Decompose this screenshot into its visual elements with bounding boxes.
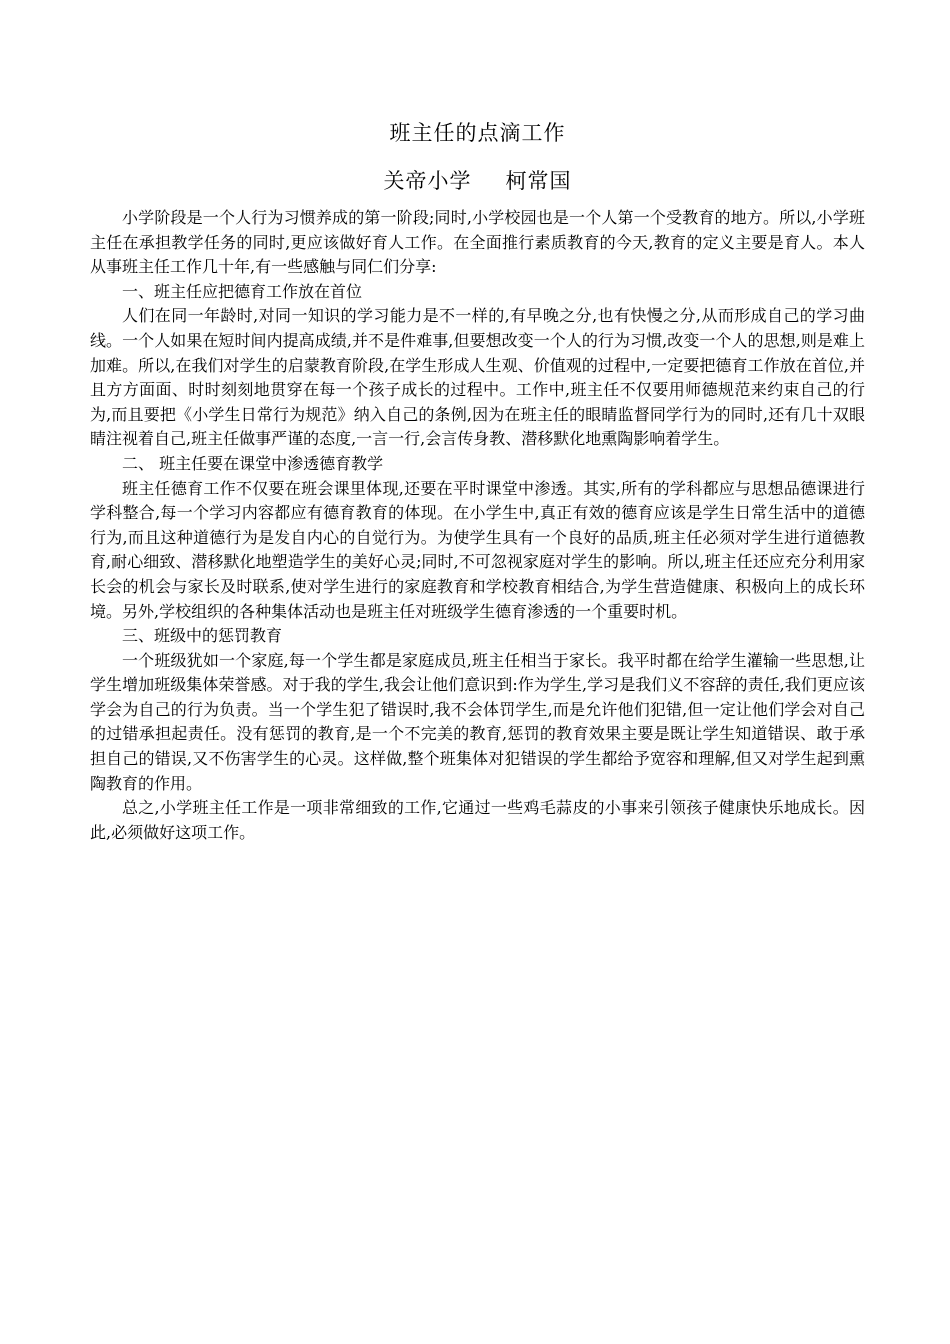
section-heading-1: 一、班主任应把德育工作放在首位 — [122, 281, 363, 301]
document-title: 班主任的点滴工作 — [389, 121, 566, 145]
document-byline — [90, 166, 865, 196]
section-heading-2: 二、 班主任要在课堂中渗透德育教学 — [122, 453, 384, 473]
section-body-1: 人们在同一年龄时,对同一知识的学习能力是不一样的,有早晚之分,也有快慢之分,从而形成自己的学习曲线。一个人如果在短时间内提高成绩,并不是件难事,但要想改变一个人的行为习惯,改变一个人的思想,则是难上加难。所以,在我们对学生的启蒙教育阶段,在学生形成人生观、价值观的过程中,一定要把德育工作放在首位,并且方方面面、时时刻刻地贯穿在每一个孩子成长的过程中。工作中,班主任不仅要用师德规范来约束自己的行为,而且要把《小学生日常行为规范》纳入自己的条例,因为在班主任的眼睛监督同学行为的同时,还有几十双眼睛注视着自己,班主任做事严谨的态度,一言一行,会言传身教、潜移默化地熏陶影响着学生。 — [90, 306, 865, 449]
byline-author: 柯常国 — [505, 169, 572, 193]
section-body-2: 班主任德育工作不仅要在班会课里体现,还要在平时课堂中渗透。其实,所有的学科都应与思想品德课进行学科整合,每一个学习内容都应有德育教育的体现。在小学生中,真正有效的德育应该是学生日常生活中的道德行为,而且这种道德行为是发自内心的自觉行为。为使学生具有一个良好的品质,班主任必须对学生进行道德教育,耐心细致、潜移默化地塑造学生的美好心灵;同时,不可忽视家庭对学生的影响。所以,班主任还应充分利用家长会的机会与家长及时联系,使对学生进行的家庭教育和学校教育相结合,为学生营造健康、积极向上的成长环境。另外,学校组织的各种集体活动也是班主任对班级学生德育渗透的一个重要时机。 — [90, 478, 865, 621]
intro-paragraph: 小学阶段是一个人行为习惯养成的第一阶段;同时,小学校园也是一个人第一个受教育的地方。所以,小学班主任在承担教学任务的同时,更应该做好育人工作。在全面推行素质教育的今天,教育的定义主要是育人。本人从事班主任工作几十年,有一些感触与同仁们分享: — [90, 208, 865, 277]
document-page — [90, 118, 865, 845]
section-heading-3: 三、班级中的惩罚教育 — [122, 626, 283, 646]
conclusion-paragraph: 总之,小学班主任工作是一项非常细致的工作,它通过一些鸡毛蒜皮的小事来引领孩子健康快乐地成长。因此,必须做好这项工作。 — [90, 798, 865, 842]
byline-school: 关帝小学 — [383, 169, 472, 193]
section-body-3: 一个班级犹如一个家庭,每一个学生都是家庭成员,班主任相当于家长。我平时都在给学生灌输一些思想,让学生增加班级集体荣誉感。对于我的学生,我会让他们意识到:作为学生,学习是我们义不容辞的责任,我们更应该学会为自己的行为负责。当一个学生犯了错误时,我不会体罚学生,而是允许他们犯错,但一定让他们学会对自己的过错承担起责任。没有惩罚的教育,是一个不完美的教育,惩罚的教育效果主要是既让学生知道错误、敢于承担自己的错误,又不伤害学生的心灵。这样做,整个班集体对犯错误的学生都给予宽容和理解,但又对学生起到熏陶教育的作用。 — [90, 650, 865, 793]
